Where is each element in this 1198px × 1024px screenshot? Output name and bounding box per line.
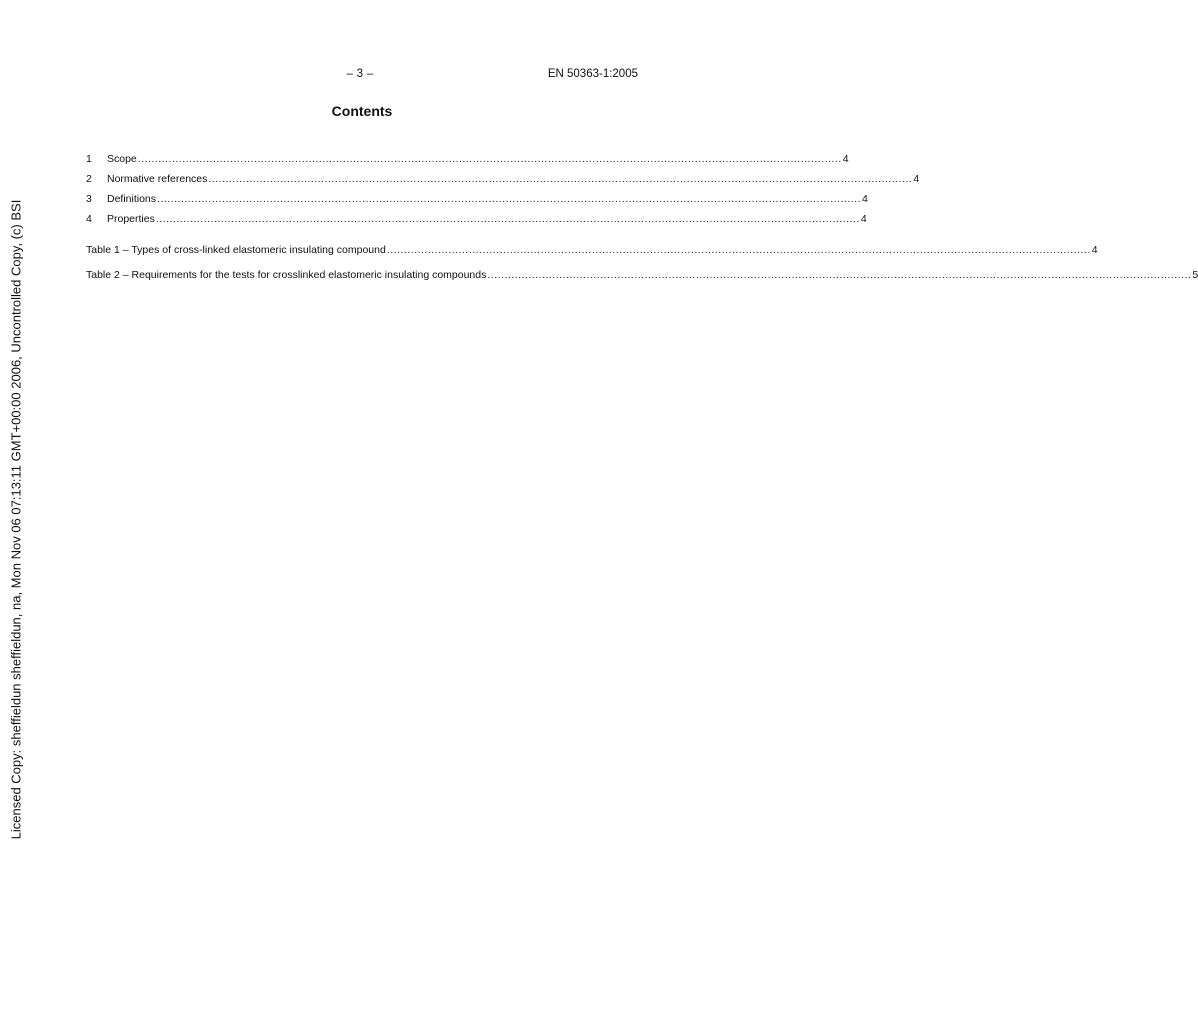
toc-entry-title: Table 2 – Requirements for the tests for crosslinked elastomeric insulating compounds xyxy=(86,269,487,281)
dot-leader: .............................................................................................................................................................................................................. xyxy=(208,173,913,185)
toc-entry-title: Scope xyxy=(107,153,137,165)
toc-entry-number: 4 xyxy=(86,213,92,225)
toc-spacer xyxy=(86,232,639,243)
dot-leader: .............................................................................................................................................................................................................. xyxy=(157,193,861,205)
toc-entry-page: 4 xyxy=(1091,244,1098,256)
toc-entry-page: 5 xyxy=(1192,269,1198,281)
toc-entry-page: 4 xyxy=(861,193,868,205)
page-number: – 3 – xyxy=(346,68,374,80)
dot-leader: .............................................................................................................................................................................................................. xyxy=(155,213,860,225)
toc-entry-table-2[interactable] xyxy=(86,268,1198,293)
toc-entry-table-1[interactable] xyxy=(86,243,1098,268)
toc-entry-number: 2 xyxy=(86,173,92,185)
contents-title: Contents xyxy=(331,103,393,119)
toc-entry-normative-references[interactable] xyxy=(86,172,920,192)
toc-entry-page: 4 xyxy=(842,153,849,165)
toc-entry-title: Properties xyxy=(107,213,155,225)
toc-entry-definitions[interactable] xyxy=(86,192,868,212)
dot-leader: .............................................................................................................................................................................................................. xyxy=(386,244,1091,256)
license-watermark: Licensed Copy: sheffieldun sheffieldun, na, Mon Nov 06 07:13:11 GMT+00:00 2006, Uncontrolled Copy, (c) BSI xyxy=(8,199,24,840)
toc-entry-page: 4 xyxy=(860,213,867,225)
standard-id: EN 50363-1:2005 xyxy=(547,68,638,80)
toc-entry-title: Normative references xyxy=(107,173,208,185)
toc-entry-number: 1 xyxy=(86,153,92,165)
dot-leader: .............................................................................................................................................................................................................. xyxy=(137,153,842,165)
toc-entry-title: Table 1 – Types of cross-linked elastomeric insulating compound xyxy=(86,244,386,256)
toc-entry-scope[interactable] xyxy=(86,152,849,172)
toc-entry-page: 4 xyxy=(913,173,920,185)
table-of-contents xyxy=(86,152,1198,293)
toc-entry-number: 3 xyxy=(86,193,92,205)
toc-entry-properties[interactable] xyxy=(86,212,867,232)
toc-entry-title: Definitions xyxy=(107,193,157,205)
dot-leader: .............................................................................................................................................................................................................. xyxy=(487,269,1192,281)
